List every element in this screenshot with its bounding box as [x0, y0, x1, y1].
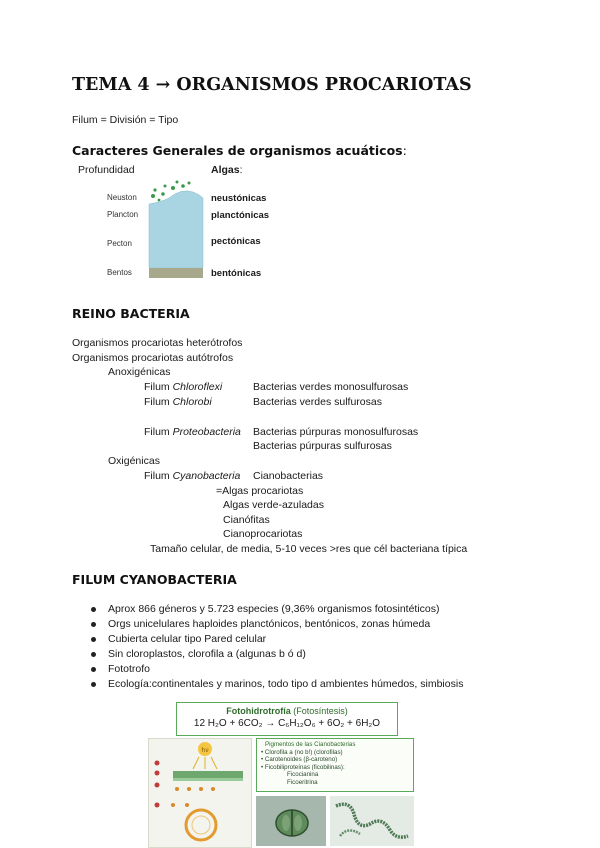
filum-word: Filum: [144, 426, 170, 438]
equation-title-paren: (Fotosíntesis): [293, 706, 348, 716]
list-item: Aprox 866 géneros y 5.723 especies (9,36% organismos fotosintéticos): [88, 602, 463, 617]
molecule-icon: [155, 783, 160, 788]
pigments-box: [256, 738, 414, 792]
neuston-dot: [176, 181, 179, 184]
molecule-icon: [155, 761, 160, 766]
molecule-icon: [155, 771, 160, 776]
filum-word: Filum: [144, 381, 170, 393]
chloroflexi-name: Chloroflexi: [172, 381, 223, 393]
photosynthesis-schematic: [148, 738, 252, 848]
neuston-dot: [164, 185, 167, 188]
caracteres-heading-colon: :: [402, 143, 407, 158]
schematic-drawing: [149, 739, 251, 847]
zone-pecton: Pecton: [107, 239, 132, 248]
synonym-2: Algas verde-azuladas: [223, 499, 324, 511]
caracteres-heading-text: Caracteres Generales de organismos acuáticos: [72, 143, 403, 158]
type-neustonicas: neustónicas: [211, 193, 267, 204]
neuston-dot: [181, 184, 185, 188]
algas-label-colon: :: [239, 164, 243, 176]
synonym-4: Cianoprocariotas: [223, 528, 303, 540]
equation-title: [177, 706, 397, 716]
cyano-bullet-list: [88, 602, 463, 692]
filum-chloroflexi: [144, 381, 222, 393]
molecule-icon: [199, 787, 203, 791]
filum-word: Filum: [144, 396, 170, 408]
calvin-cycle-ring: [186, 810, 216, 840]
water-column: [149, 191, 203, 268]
cyanobacteria-name: Cyanobacteria: [172, 470, 241, 482]
molecule-icon: [155, 803, 160, 808]
neuston-dot: [158, 199, 161, 202]
algas-label-text: Algas: [211, 164, 240, 176]
list-item: Cubierta celular tipo Pared celular: [88, 632, 463, 647]
zone-plancton: Plancton: [107, 210, 139, 219]
proteo-desc-2: Bacterias púrpuras sulfurosas: [253, 440, 392, 452]
autotrofos-line: Organismos procariotas autótrofos: [72, 352, 234, 364]
equation-left: 12 H₂O + 6CO₂: [193, 718, 263, 729]
equation-formula: [177, 718, 397, 729]
heterotrofos-line: Organismos procariotas heterótrofos: [72, 337, 243, 349]
synonym-1: =Algas procariotas: [216, 485, 304, 497]
molecule-icon: [211, 787, 215, 791]
tamano-celular: Tamaño celular, de media, 5-10 veces >res que cél bacteriana típica: [150, 543, 468, 555]
pigment-sub-item: Ficoeritrina: [287, 778, 318, 786]
oxigenicas-label: Oxigénicas: [108, 455, 160, 467]
molecule-icon: [185, 803, 189, 807]
micrograph-unicellular-drawing: [256, 796, 326, 846]
sediment-layer: [149, 268, 203, 278]
equation-arrow: →: [265, 718, 276, 729]
molecule-icon: [175, 787, 179, 791]
caracteres-heading: [72, 143, 407, 158]
reino-bacteria-heading: REINO BACTERIA: [72, 306, 190, 321]
list-item: Sin cloroplastos, clorofila a (algunas b ó d): [88, 647, 463, 662]
type-planctonicas: planctónicas: [211, 210, 270, 221]
chlorobi-name: Chlorobi: [172, 396, 212, 408]
list-item: Fototrofo: [88, 662, 463, 677]
proteobacteria-name: Proteobacteria: [172, 426, 241, 438]
zone-neuston: Neuston: [107, 193, 137, 202]
chloroflexi-desc: Bacterias verdes monosulfurosas: [253, 381, 409, 393]
synonym-3: Cianófitas: [223, 514, 270, 526]
thylakoid-band: [173, 771, 243, 778]
pigment-item: • Ficobiliproteínas (ficobilinas):: [261, 763, 345, 771]
pigment-sub-item: Ficocianina: [287, 771, 319, 779]
cyano-desc: Cianobacterias: [253, 470, 324, 482]
list-item: Orgs unicelulares haploides planctónicos, bentónicos, zonas húmeda: [88, 617, 463, 632]
filum-cyanobacteria: [144, 470, 240, 482]
pigment-item: • Carotenoides (β-caroteno): [261, 756, 338, 764]
water-column-diagram: [147, 176, 207, 281]
photosynthesis-equation-box: [176, 702, 398, 736]
pigment-item: • Clorofila a (no b!) (clorofilas): [261, 748, 343, 756]
filum-definition: Filum = División = Tipo: [72, 114, 179, 126]
micrograph-filamentous-drawing: [330, 796, 414, 846]
equation-title-bold: Fotohidrotrofía: [226, 706, 291, 716]
molecule-icon: [187, 787, 191, 791]
neuston-dot: [188, 182, 191, 185]
equation-right: C₆H₁₂O₆ + 6O₂ + 6H₂O: [278, 718, 381, 729]
neuston-dot: [171, 186, 175, 190]
sun-label: hν: [201, 747, 209, 754]
filum-proteobacteria: [144, 426, 241, 438]
micrograph-filamentous: [330, 796, 414, 846]
filum-word: Filum: [144, 470, 170, 482]
profundidad-label: Profundidad: [78, 164, 135, 176]
neuston-dot: [153, 188, 156, 191]
molecule-icon: [171, 803, 175, 807]
pigments-title: Pigmentos de las Cianobacterias: [265, 741, 356, 748]
zone-bentos: Bentos: [107, 268, 132, 277]
filum-cyanobacteria-heading: FILUM CYANOBACTERIA: [72, 572, 237, 587]
micrograph-unicellular: [256, 796, 326, 846]
type-bentonicas: bentónicas: [211, 268, 262, 279]
page-title: TEMA 4 → ORGANISMOS PROCARIOTAS: [72, 75, 472, 95]
anoxigenicas-label: Anoxigénicas: [108, 366, 171, 378]
neuston-dot: [151, 194, 155, 198]
proteo-desc-1: Bacterias púrpuras monosulfurosas: [253, 426, 419, 438]
type-pectonicas: pectónicas: [211, 236, 261, 247]
algas-label: [211, 164, 243, 176]
chlorobi-desc: Bacterias verdes sulfurosas: [253, 396, 382, 408]
list-item: Ecología:continentales y marinos, todo tipo d ambientes húmedos, simbiosis: [88, 677, 463, 692]
neuston-dot: [161, 192, 165, 196]
filum-chlorobi: [144, 396, 212, 408]
